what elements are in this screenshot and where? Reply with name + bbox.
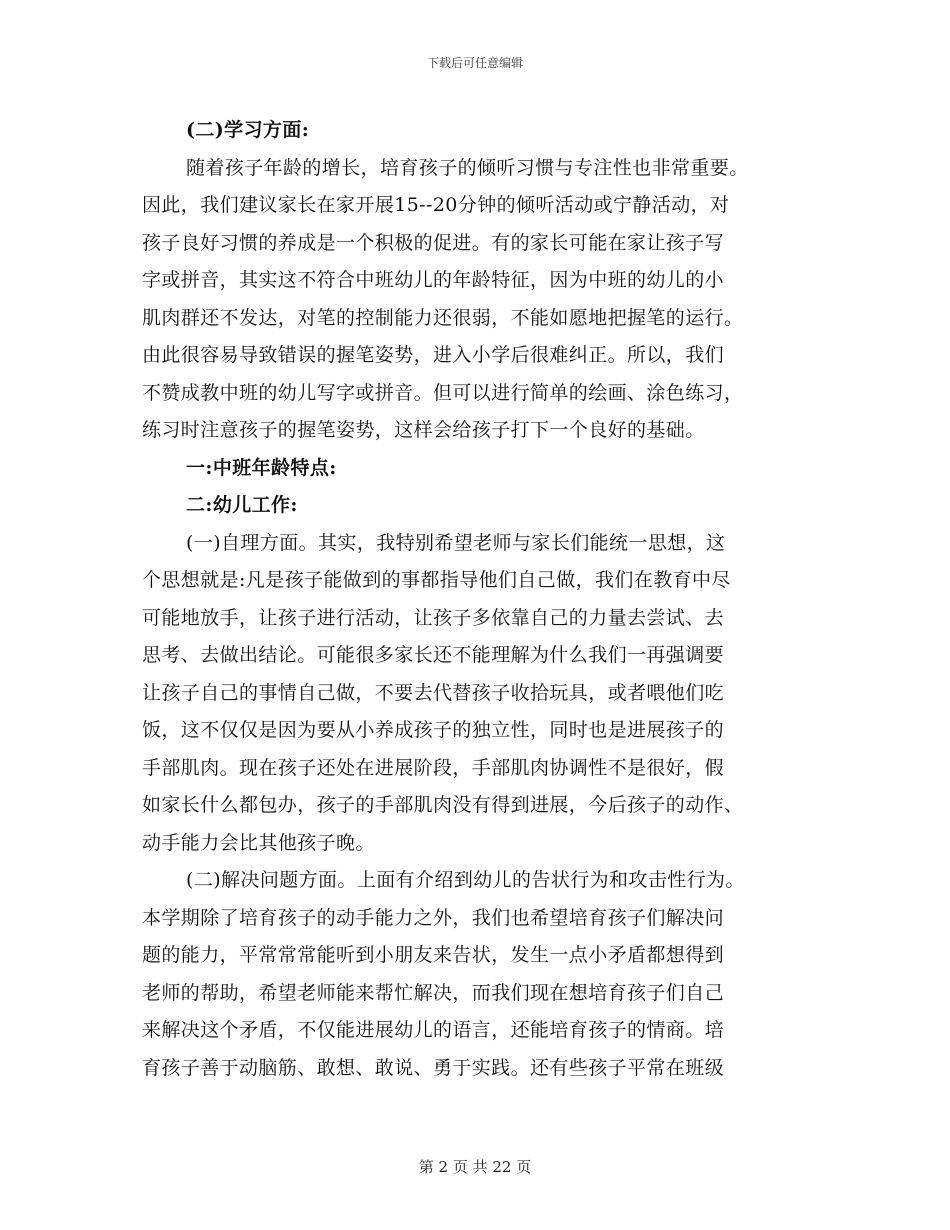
- paragraph-line: 来解决这个矛盾，不仅能进展幼儿的语言，还能培育孩子的情商。培: [142, 1019, 725, 1041]
- paragraph-line: 字或拼音，其实这不符合中班幼儿的年龄特征，因为中班的幼儿的小: [142, 269, 725, 291]
- paragraph-line: 练习时注意孩子的握笔姿势，这样会给孩子打下一个良好的基础。: [142, 419, 705, 441]
- paragraph-line: 孩子良好习惯的养成是一个积极的促进。有的家长可能在家让孩子写: [142, 231, 725, 254]
- paragraph-line: 饭，这不仅仅是因为要从小养成孩子的独立性，同时也是进展孩子的: [142, 719, 725, 741]
- paragraph-line: (一)自理方面。其实，我特别希望老师与家长们能统一思想，这: [186, 531, 726, 554]
- paragraph-line: 育孩子善于动脑筋、敢想、敢说、勇于实践。还有些孩子平常在班级: [142, 1056, 725, 1079]
- header-note: 下载后可任意编辑: [426, 56, 523, 70]
- paragraph-line: 题的能力，平常常常能听到小朋友来告状，发生一点小矛盾都想得到: [142, 944, 725, 966]
- document-body: [142, 112, 810, 1087]
- paragraph-line: 个思想就是:凡是孩子能做到的事都指导他们自己做，我们在教育中尽: [142, 569, 731, 591]
- paragraph-line: 手部肌肉。现在孩子还处在进展阶段，手部肌肉协调性不是很好，假: [142, 756, 725, 779]
- paragraph-line: 肌肉群还不发达，对笔的控制能力还很弱，不能如愿地把握笔的运行。: [142, 306, 744, 329]
- paragraph-line: 因此，我们建议家长在家开展15--20分钟的倾听活动或宁静活动，对: [142, 194, 730, 216]
- page-number: 第 2 页 共 22 页: [418, 1158, 532, 1176]
- paragraph-line: 动手能力会比其他孩子晚。: [142, 831, 375, 854]
- section-heading: 二:幼儿工作:: [186, 494, 298, 516]
- paragraph-line: 不赞成教中班的幼儿写字或拼音。但可以进行简单的绘画、涂色练习，: [142, 381, 744, 404]
- paragraph-line: 由此很容易导致错误的握笔姿势，进入小学后很难纠正。所以，我们: [142, 344, 725, 366]
- section-heading: (二)学习方面:: [186, 119, 310, 141]
- paragraph-line: 随着孩子年龄的增长，培育孩子的倾听习惯与专注性也非常重要。: [186, 156, 749, 179]
- paragraph-line: 老师的帮助，希望老师能来帮忙解决，而我们现在想培育孩子们自己: [142, 981, 725, 1004]
- paragraph-line: 可能地放手，让孩子进行活动，让孩子多依靠自己的力量去尝试、去: [142, 606, 725, 629]
- paragraph-line: 如家长什么都包办，孩子的手部肌肉没有得到进展，今后孩子的动作、: [142, 794, 744, 816]
- section-heading: 一:中班年龄特点:: [186, 456, 337, 479]
- paragraph-line: 思考、去做出结论。可能很多家长还不能理解为什么我们一再强调要: [142, 644, 725, 666]
- paragraph-line: 让孩子自己的事情自己做，不要去代替孩子收拾玩具，或者喂他们吃: [142, 681, 725, 704]
- paragraph-line: 本学期除了培育孩子的动手能力之外，我们也希望培育孩子们解决问: [142, 906, 725, 929]
- paragraph-line: (二)解决问题方面。上面有介绍到幼儿的告状行为和攻击性行为。: [186, 869, 745, 891]
